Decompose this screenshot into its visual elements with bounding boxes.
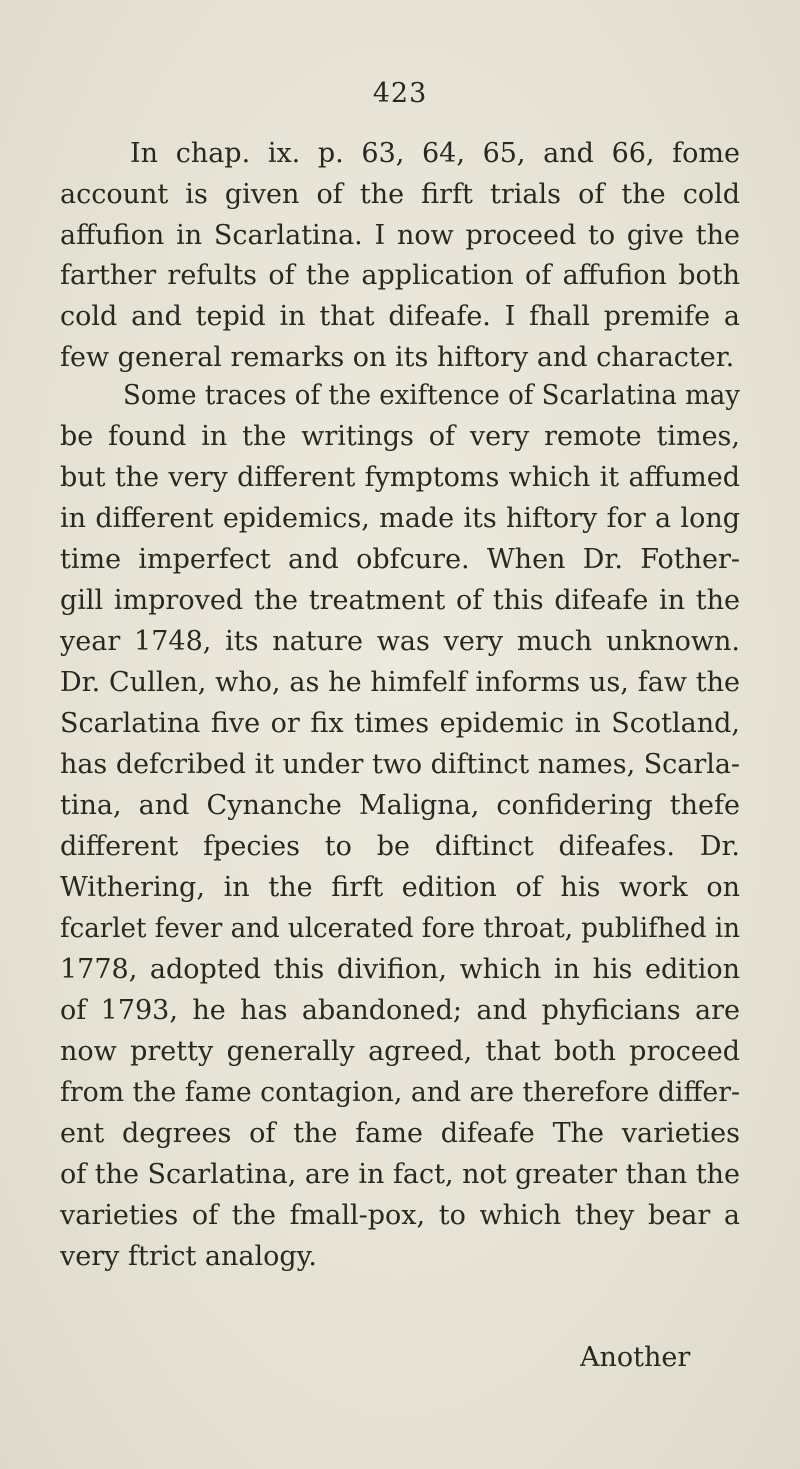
text-line: In chap. ix. p. 63, 64, 65, and 66, fome: [130, 138, 740, 169]
text-line: affufion in Scarlatina. I now proceed to give the: [60, 220, 740, 251]
text-line: in different epidemics, made its hiftory for a long: [60, 503, 740, 534]
text-line: different fpecies to be diftinct difeafes. Dr.: [60, 831, 740, 862]
text-line: very ftrict analogy.: [60, 1241, 317, 1272]
text-line: varieties of the fmall-pox, to which they bear a: [60, 1200, 740, 1231]
page-number: 423: [372, 78, 428, 109]
text-line: gill improved the treatment of this difeafe in the: [60, 585, 740, 616]
text-line: 1778, adopted this divifion, which in his edition: [60, 954, 740, 985]
text-line: time imperfect and obfcure. When Dr. Fother-: [60, 544, 740, 575]
text-line: cold and tepid in that difeafe. I fhall premife a: [60, 301, 740, 332]
text-line: be found in the writings of very remote times,: [60, 421, 740, 452]
text-line: has defcribed it under two diftinct names, Scarla-: [60, 749, 740, 780]
text-line: Some traces of the exiftence of Scarlatina may: [123, 380, 740, 411]
text-line: of the Scarlatina, are in fact, not greater than the: [60, 1159, 740, 1190]
text-line: account is given of the firft trials of the cold: [60, 179, 740, 210]
text-line: year 1748, its nature was very much unknown.: [60, 626, 740, 657]
text-line: Dr. Cullen, who, as he himfelf informs us, faw the: [60, 667, 740, 698]
catchword: Another: [580, 1342, 691, 1373]
text-line: from the fame contagion, and are therefore differ-: [60, 1077, 740, 1108]
text-line: but the very different fymptoms which it affumed: [60, 462, 740, 493]
text-line: Scarlatina five or fix times epidemic in Scotland,: [60, 708, 740, 739]
text-line: Withering, in the firft edition of his work on: [60, 872, 740, 903]
text-line: now pretty generally agreed, that both proceed: [60, 1036, 740, 1067]
text-line: of 1793, he has abandoned; and phyficians are: [60, 995, 740, 1026]
text-line: tina, and Cynanche Maligna, confidering thefe: [60, 790, 740, 821]
text-line: ent degrees of the fame difeafe The varieties: [60, 1118, 740, 1149]
text-line: few general remarks on its hiftory and character.: [60, 342, 735, 373]
text-line: fcarlet fever and ulcerated fore throat, publifhed in: [60, 913, 740, 944]
text-line: farther refults of the application of affufion both: [60, 260, 740, 291]
